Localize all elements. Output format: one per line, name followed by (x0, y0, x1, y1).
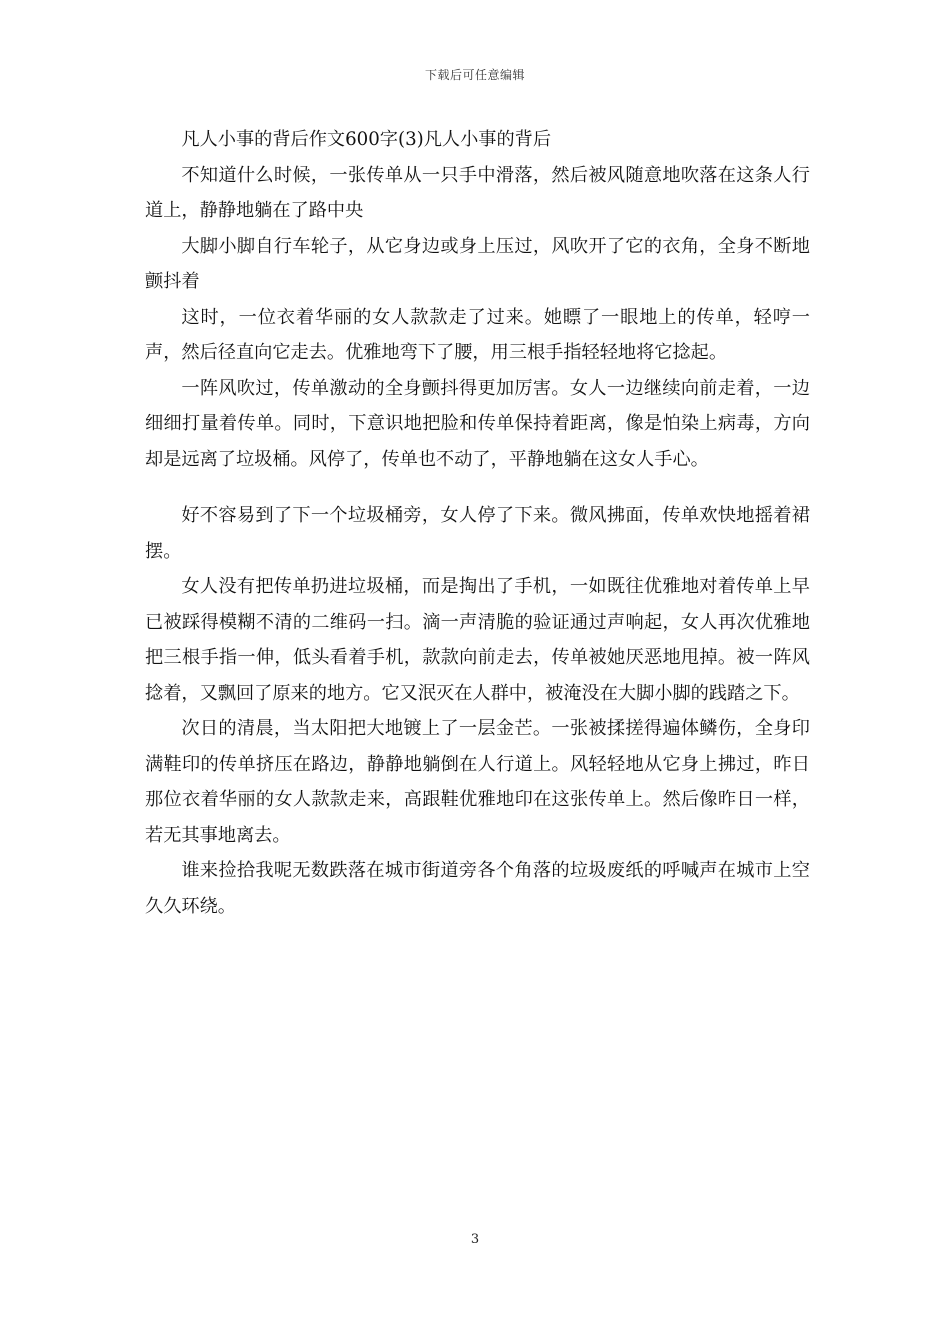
paragraph: 这时，一位衣着华丽的女人款款走了过来。她瞟了一眼地上的传单，轻哼一声，然后径直向它走去。优雅地弯下了腰，用三根手指轻轻地将它捻起。 (145, 306, 810, 363)
article-title-line: 凡人小事的背后作文600字(3)凡人小事的背后 (181, 129, 552, 150)
paragraph: 女人没有把传单扔进垃圾桶，而是掏出了手机，一如既往优雅地对着传单上早已被踩得模糊不清的二维码一扫。滴一声清脆的验证通过声响起，女人再次优雅地把三根手指一伸，低头看着手机，款款向前走去，传单被她厌恶地甩掉。被一阵风捻着，又飘回了原来的地方。它又泯灭在人群中，被淹没在大脚小脚的践踏之下。 (145, 576, 810, 704)
article-body (145, 122, 810, 924)
page-header: 下载后可任意编辑 (424, 68, 525, 82)
page-number: 3 (470, 1232, 480, 1247)
paragraph: 次日的清晨，当太阳把大地镀上了一层金芒。一张被揉搓得遍体鳞伤，全身印满鞋印的传单挤压在路边，静静地躺倒在人行道上。风轻轻地从它身上拂过，昨日那位衣着华丽的女人款款走来，高跟鞋优雅地印在这张传单上。然后像昨日一样，若无其事地离去。 (145, 718, 810, 846)
paragraph: 谁来捡拾我呢无数跌落在城市街道旁各个角落的垃圾废纸的呼喊声在城市上空久久环绕。 (145, 860, 810, 917)
paragraph: 大脚小脚自行车轮子，从它身边或身上压过，风吹开了它的衣角，全身不断地颤抖着 (145, 235, 810, 292)
paragraph: 一阵风吹过，传单激动的全身颤抖得更加厉害。女人一边继续向前走着，一边细细打量着传单。同时，下意识地把脸和传单保持着距离，像是怕染上病毒，方向却是远离了垃圾桶。风停了，传单也不动了，平静地躺在这女人手心。 (145, 377, 810, 470)
paragraph: 不知道什么时候，一张传单从一只手中滑落，然后被风随意地吹落在这条人行道上，静静地躺在了路中央 (145, 164, 810, 221)
paragraph: 好不容易到了下一个垃圾桶旁，女人停了下来。微风拂面，传单欢快地摇着裙摆。 (145, 505, 810, 562)
